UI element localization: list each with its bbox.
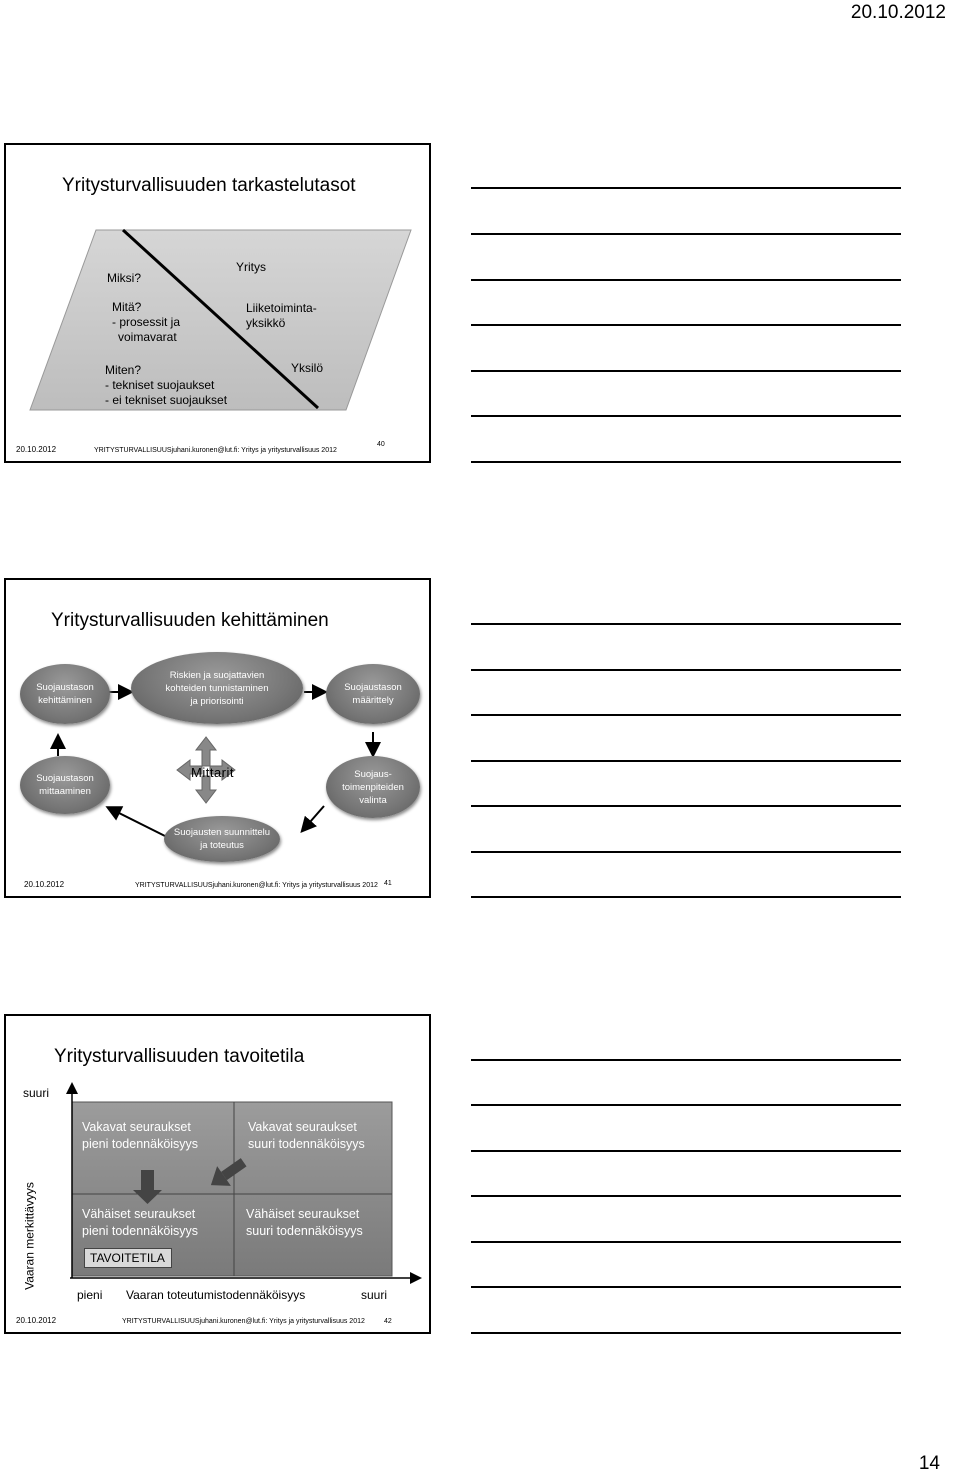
oval-suojausten-suunnittelu: Suojausten suunnittelu ja toteutus: [164, 816, 280, 862]
notes-line: [471, 714, 901, 716]
page-number: 14: [918, 1453, 940, 1474]
label-liiketoiminta-line2: yksikkö: [246, 316, 286, 330]
notes-line: [471, 1059, 901, 1061]
slide-number: 42: [384, 1318, 392, 1325]
parallelogram-diagram: [6, 145, 431, 463]
notes-line: [471, 1150, 901, 1152]
oval-suojaustason-kehittaminen: Suojaustason kehittäminen: [20, 664, 110, 724]
label-mittarit: Mittarit: [191, 765, 234, 780]
notes-line: [471, 623, 901, 625]
footer-author: YRITYSTURVALLISUUSjuhani.kuronen@lut.fi: Yritys ja yritysturvallisuus 2012: [122, 1318, 365, 1325]
slide-40: [4, 143, 431, 463]
footer-date: 20.10.2012: [16, 1316, 57, 1325]
slide-number: 40: [377, 441, 385, 448]
slide-title: Yritysturvallisuuden kehittäminen: [51, 610, 329, 631]
slide-title: Yritysturvallisuuden tarkastelutasot: [62, 175, 356, 196]
notes-line: [471, 187, 901, 189]
notes-line: [471, 415, 901, 417]
notes-line: [471, 233, 901, 235]
oval-riskien-tunnistaminen: Riskien ja suojattavien kohteiden tunnistaminen ja priorisointi: [131, 652, 303, 724]
notes-line: [471, 370, 901, 372]
notes-line: [471, 896, 901, 898]
notes-line: [471, 805, 901, 807]
x-axis-label: Vaaran toteutumistodennäköisyys: [126, 1288, 306, 1302]
footer-author: YRITYSTURVALLISUUSjuhani.kuronen@lut.fi: Yritys ja yritysturvallisuus 2012: [135, 882, 378, 889]
label-mita-line3: voimavarat: [118, 330, 177, 344]
footer-author: YRITYSTURVALLISUUSjuhani.kuronen@lut.fi: Yritys ja yritysturvallisuus 2012: [94, 447, 337, 454]
notes-line: [471, 461, 901, 463]
notes-line: [471, 279, 901, 281]
y-axis-label: Vaaran merkittävyys: [22, 1182, 37, 1290]
notes-line: [471, 1104, 901, 1106]
oval-suojaustason-mittaaminen: Suojaustason mittaaminen: [20, 756, 110, 814]
label-miten-line2: - tekniset suojaukset: [105, 378, 215, 392]
cell-bottom-right: Vähäiset seuraukset suuri todennäköisyys: [246, 1207, 363, 1238]
x-axis-right-label: suuri: [361, 1288, 388, 1302]
footer-date: 20.10.2012: [24, 880, 65, 889]
notes-line: [471, 851, 901, 853]
oval-suojaustason-maarittely: Suojaustason määrittely: [326, 664, 420, 724]
notes-line: [471, 1286, 901, 1288]
header-date: 20.10.2012: [850, 2, 946, 23]
x-axis-left-label: pieni: [77, 1288, 103, 1302]
notes-line: [471, 1332, 901, 1334]
label-mita-line2: - prosessit ja: [112, 315, 181, 329]
label-yritys: Yritys: [236, 260, 266, 274]
target-state-label: TAVOITETILA: [84, 1248, 172, 1268]
footer-date: 20.10.2012: [16, 445, 57, 454]
slide-title: Yritysturvallisuuden tavoitetila: [54, 1046, 305, 1067]
y-axis-top-label: suuri: [23, 1086, 50, 1100]
label-liiketoiminta: Liiketoiminta-: [246, 301, 317, 315]
notes-line: [471, 760, 901, 762]
notes-line: [471, 669, 901, 671]
cell-top-left: Vakavat seuraukset pieni todennäköisyys: [82, 1120, 199, 1151]
label-mita: Mitä?: [112, 300, 142, 314]
slide-number: 41: [384, 880, 392, 887]
cell-top-right: Vakavat seuraukset suuri todennäköisyys: [248, 1120, 365, 1151]
oval-suojaustoimenpiteiden-valinta: Suojaus- toimenpiteiden valinta: [326, 756, 420, 818]
cell-bottom-left: Vähäiset seuraukset pieni todennäköisyys: [82, 1207, 199, 1238]
notes-line: [471, 324, 901, 326]
slide-42: [4, 1014, 431, 1334]
label-miksi: Miksi?: [107, 271, 142, 285]
label-miten-line3: - ei tekniset suojaukset: [105, 393, 228, 407]
notes-line: [471, 1195, 901, 1197]
slide-41: [4, 578, 431, 898]
label-yksilo: Yksilö: [291, 361, 324, 375]
risk-matrix: [6, 1016, 431, 1334]
label-miten: Miten?: [105, 363, 142, 377]
notes-line: [471, 1241, 901, 1243]
